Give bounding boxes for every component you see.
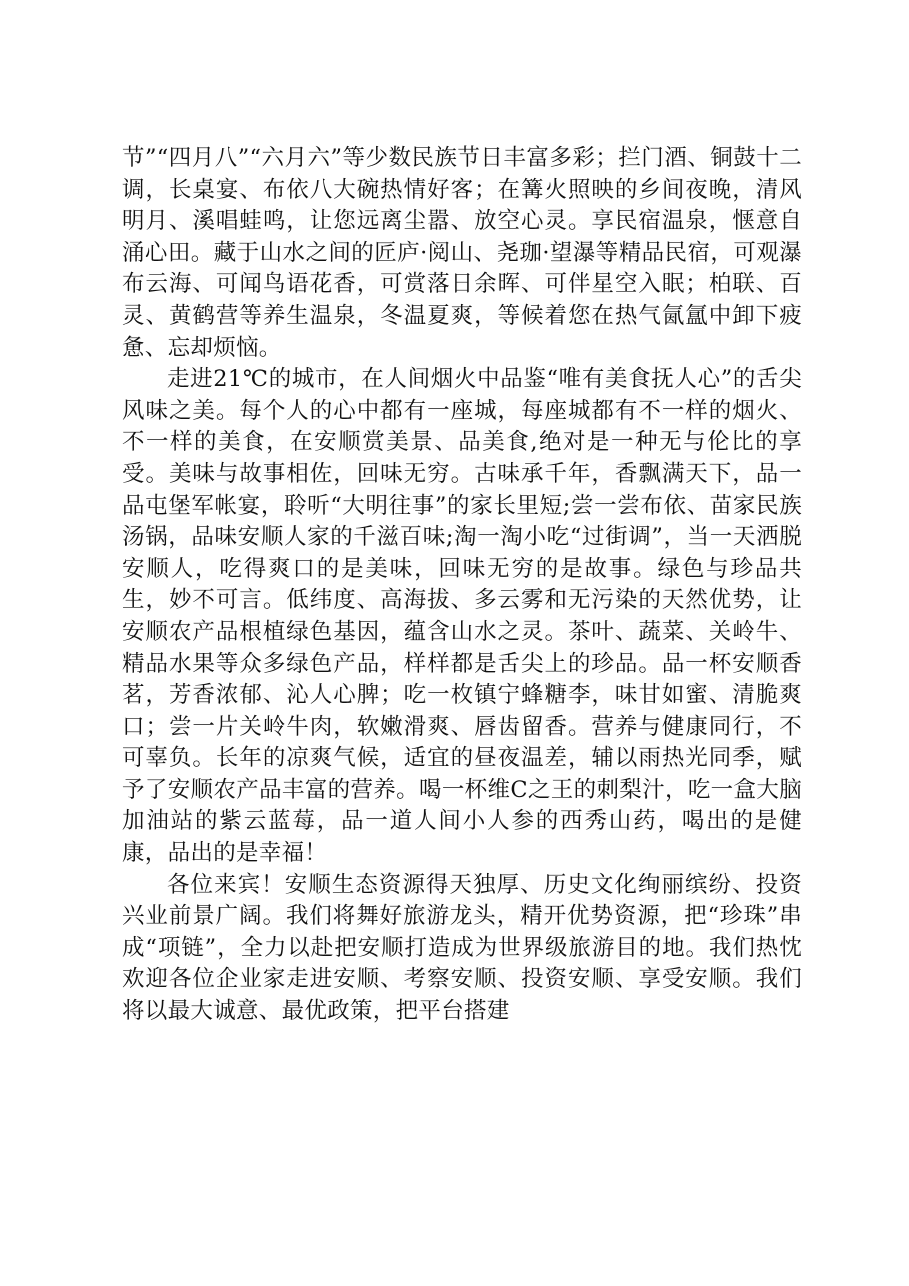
paragraph-investment-invitation: 各位来宾！安顺生态资源得天独厚、历史文化绚丽缤纷、投资兴业前景广阔。我们将舞好旅游龙头，精开优势资源，把“珍珠”串成“项链”，全力以赴把安顺打造成为世界级旅游目的地。我们热忱欢迎各位企业家走进安顺、考察安顺、投资安顺、享受安顺。我们将以最大诚意、最优政策，把平台搭建 xyxy=(122,871,802,1025)
document-body xyxy=(122,143,802,1028)
paragraph-festivals-hot-springs: 节”“四月八”“六月六”等少数民族节日丰富多彩；拦门酒、铜鼓十二调，长桌宴、布依八大碗热情好客；在篝火照映的乡间夜晚，清风明月、溪唱蛙鸣，让您远离尘嚣、放空心灵。享民宿温泉，惬意自涌心田。藏于山水之间的匠庐·阅山、尧珈·望瀑等精品民宿，可观瀑布云海、可闻鸟语花香，可赏落日余晖、可伴星空入眠；柏联、百灵、黄鹤营等养生温泉，冬温夏爽，等候着您在热气氤氲中卸下疲惫、忘却烦恼。 xyxy=(122,145,802,361)
paragraph-food-culture: 走进21℃的城市，在人间烟火中品鉴“唯有美食抚人心”的舌尖风味之美。每个人的心中都有一座城，每座城都有不一样的烟火、不一样的美食，在安顺赏美景、品美食,绝对是一种无与伦比的享受。美味与故事相佐，回味无穷。古味承千年，香飘满天下，品一品屯堡军帐宴，聆听“大明往事”的家长里短;尝一尝布依、苗家民族汤锅，品味安顺人家的千滋百味;淘一淘小吃“过街调”，当一天洒脱安顺人，吃得爽口的是美味，回味无穷的是故事。绿色与珍品共生，妙不可言。低纬度、高海拔、多云雾和无污染的天然优势，让安顺农产品根植绿色基因，蕴含山水之灵。茶叶、蔬菜、关岭牛、精品水果等众多绿色产品，样样都是舌尖上的珍品。品一杯安顺香茗，芳香浓郁、沁人心脾；吃一枚镇宁蜂糖李，味甘如蜜、清脆爽口；尝一片关岭牛肉，软嫩滑爽、唇齿留香。营养与健康同行，不可辜负。长年的凉爽气候，适宜的昼夜温差，辅以雨热光同季，赋予了安顺农产品丰富的营养。喝一杯维C之王的刺梨汁，吃一盒大脑加油站的紫云蓝莓，品一道人间小人参的西秀山药，喝出的是健康，品出的是幸福！ xyxy=(122,366,802,867)
